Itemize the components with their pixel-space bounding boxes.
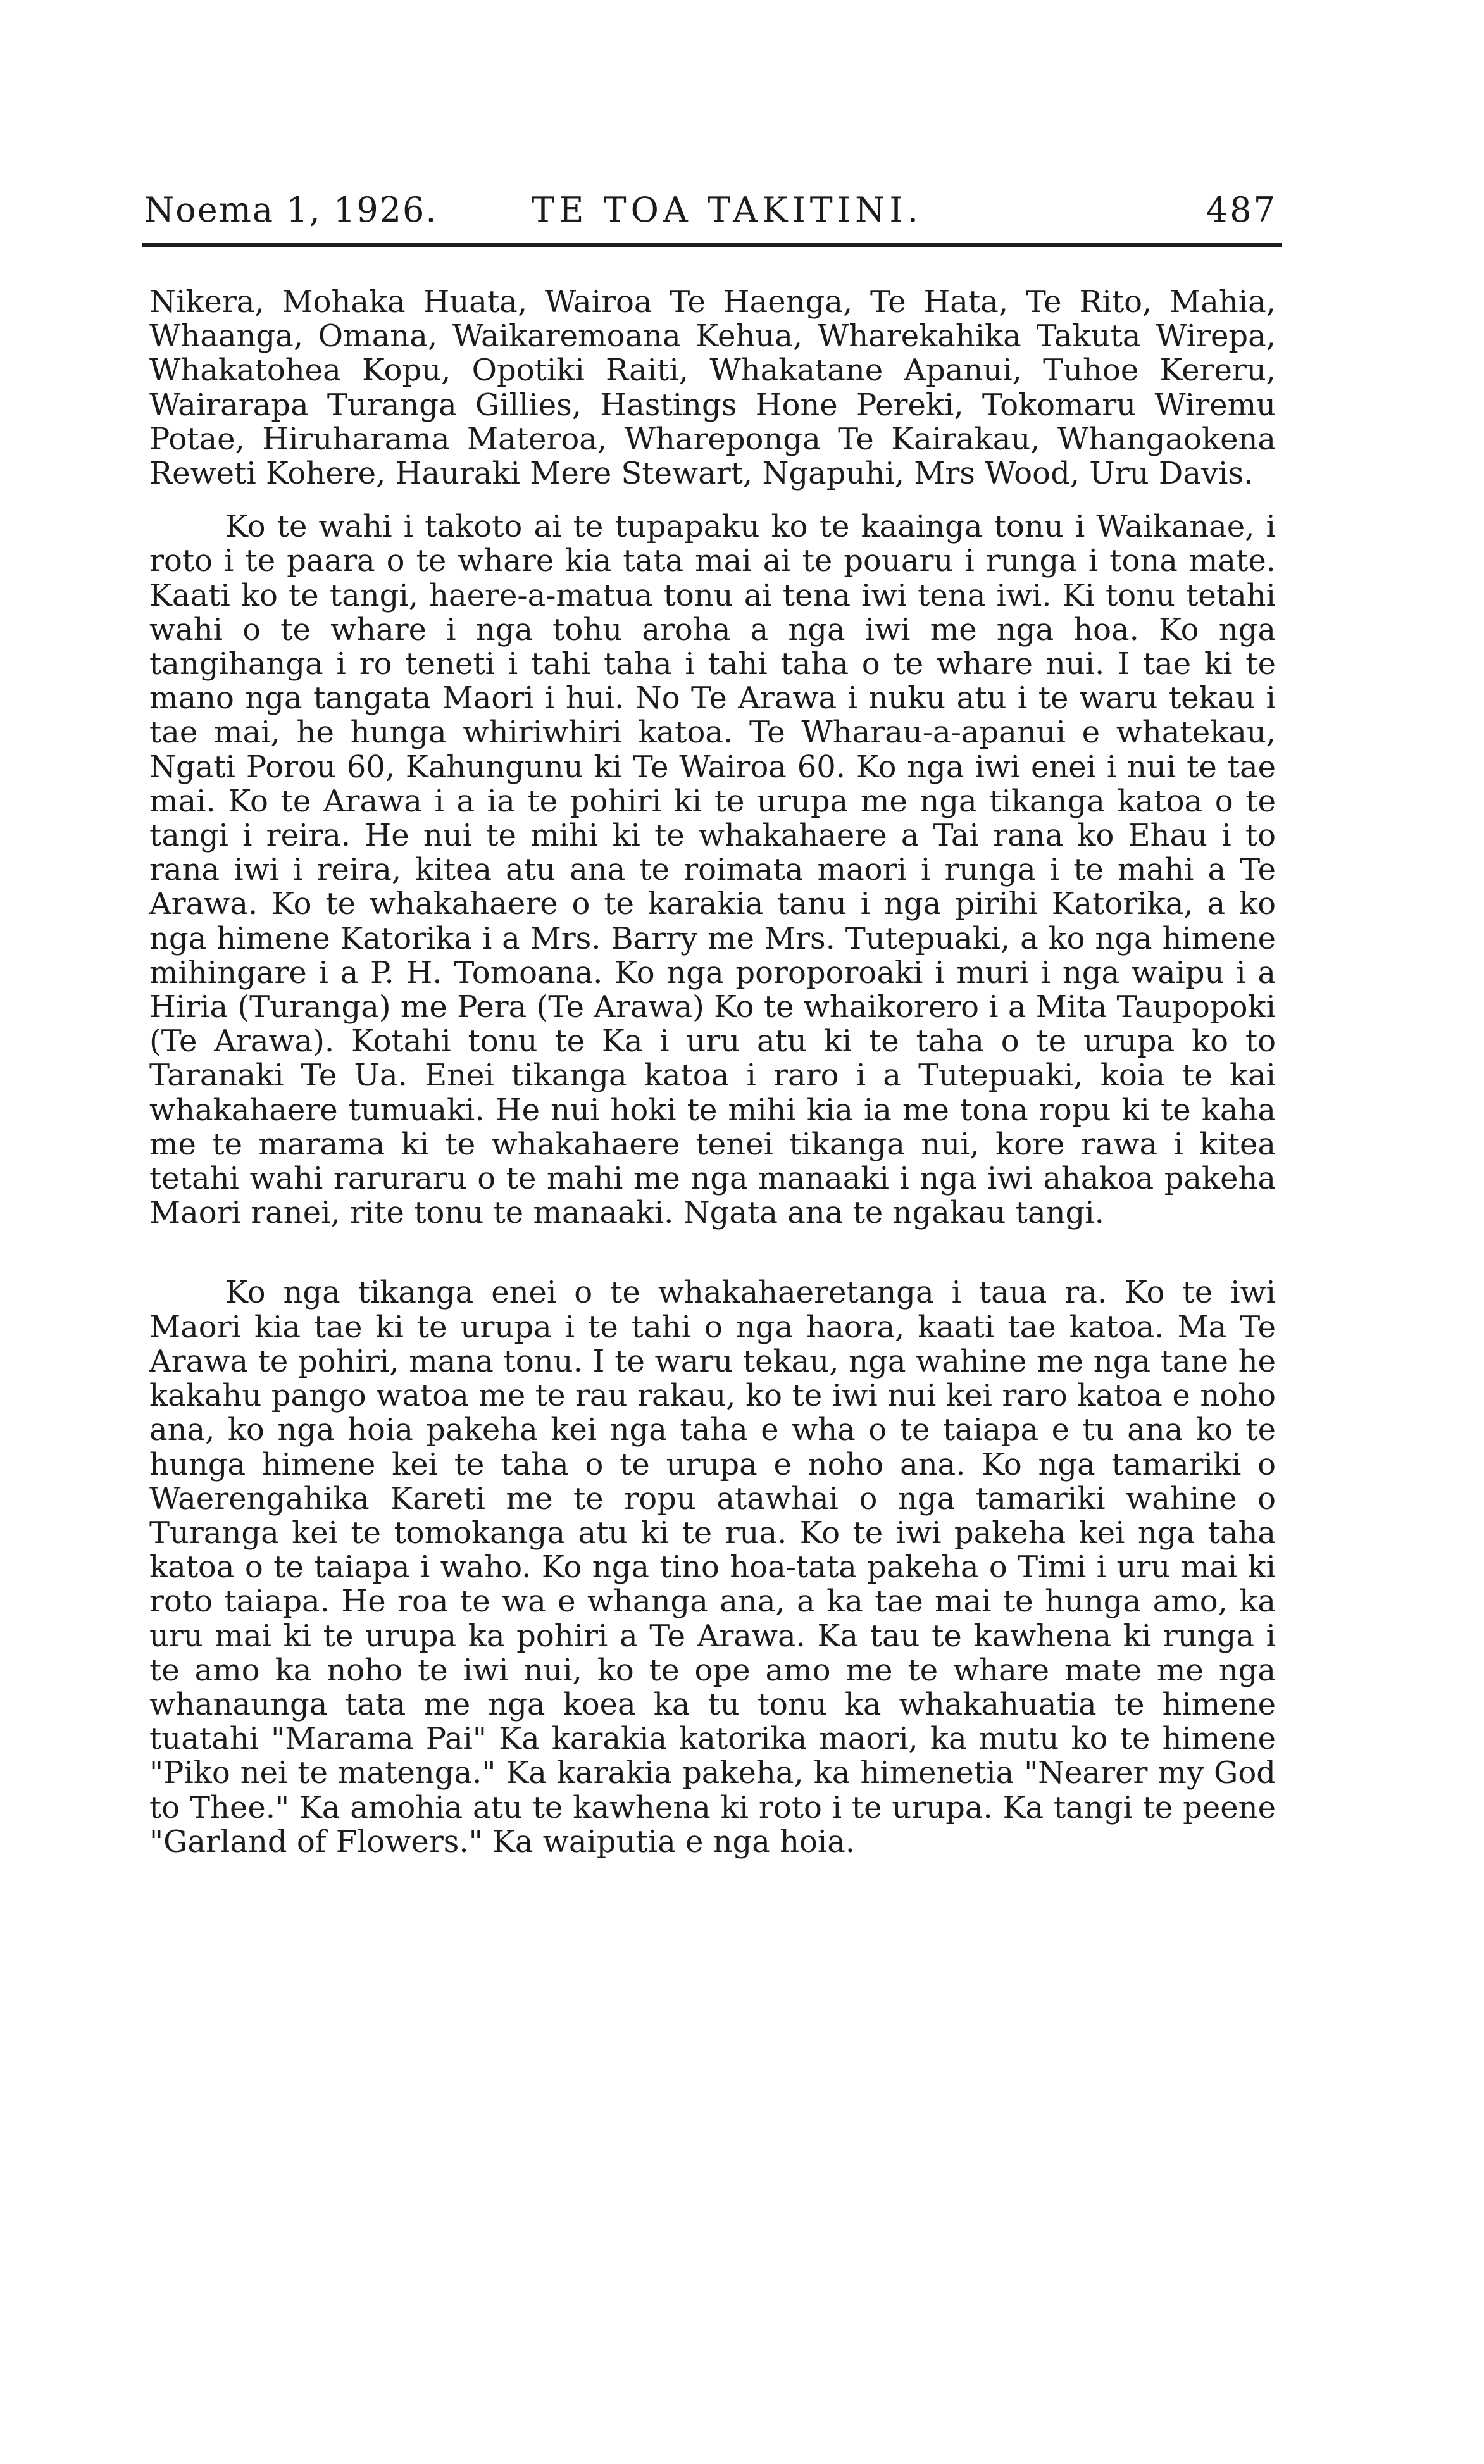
journal-title: TE TOA TAKITINI.	[532, 190, 923, 230]
paragraph-burial-place: Ko te wahi i takoto ai te tupapaku ko te kaainga tonu i Waikanae, i roto i te paara o te whare kia tata mai ai te pouaru i runga i tona mate. Kaati ko te tangi, haere-a-matua tonu ai tena iwi tena iwi. Ki tonu tetahi wahi o te whare i nga tohu aroha a nga iwi me nga hoa. Ko nga tangihanga i ro teneti i tahi taha i tahi taha o te whare nui. I tae ki te mano nga tangata Maori i hui. No Te Arawa i nuku atu i te waru tekau i tae mai, he hunga whiriwhiri katoa. Te Wharau-a-apanui e whatekau, Ngati Porou 60, Kahungunu ki Te Wairoa 60. Ko nga iwi enei i nui te tae mai. Ko te Arawa i a ia te pohiri ki te urupa me nga tikanga katoa o te tangi i reira. He nui te mihi ki te whakahaere a Tai rana ko Ehau i to rana iwi i reira, kitea atu ana te roimata maori i runga i te mahi a Te Arawa. Ko te whakahaere o te karakia tanu i nga pirihi Katorika, a ko nga himene Katorika i a Mrs. Barry me Mrs. Tutepuaki, a ko nga himene mihingare i a P. H. Tomoana. Ko nga poroporoaki i muri i nga waipu i a Hiria (Turanga) me Pera (Te Arawa) Ko te whaikorero i a Mita Taupopoki (Te Arawa). Kotahi tonu te Ka i uru atu ki te taha o te urupa ko to Taranaki Te Ua. Enei tikanga katoa i raro i a Tutepuaki, koia te kai whakahaere tumuaki. He nui hoki te mihi kia ia me tona ropu ki te kaha me te marama ki te whakahaere tenei tikanga nui, kore rawa i kitea tetahi wahi raruraru o te mahi me nga manaaki i nga iwi ahakoa pakeha Maori ranei, rite tonu te manaaki. Ngata ana te ngakau tangi.	[149, 509, 1276, 1231]
article-body	[149, 285, 1276, 1859]
paragraph-name-list: Nikera, Mohaka Huata, Wairoa Te Haenga, Te Hata, Te Rito, Mahia, Whaanga, Omana, Waikaremoana Kehua, Wharekahika Takuta Wirepa, Whakatohea Kopu, Opotiki Raiti, Whakatane Apanui, Tuhoe Kereru, Wairarapa Turanga Gillies, Hastings Hone Pereki, Tokomaru Wiremu Potae, Hiruharama Materoa, Whareponga Te Kairakau, Whangaokena Reweti Kohere, Hauraki Mere Stewart, Ngapuhi, Mrs Wood, Uru Davis.	[149, 284, 1276, 492]
header-rule	[142, 243, 1282, 247]
running-header	[144, 190, 1277, 241]
page-number: 487	[1206, 190, 1277, 230]
paragraph-ceremony: Ko nga tikanga enei o te whakahaeretanga i taua ra. Ko te iwi Maori kia tae ki te urupa i te tahi o nga haora, kaati tae katoa. Ma Te Arawa te pohiri, mana tonu. I te waru tekau, nga wahine me nga tane he kakahu pango watoa me te rau rakau, ko te iwi nui kei raro katoa e noho ana, ko nga hoia pakeha kei nga taha e wha o te taiapa e tu ana ko te hunga himene kei te taha o te urupa e noho ana. Ko nga tamariki o Waerengahika Kareti me te ropu atawhai o nga tamariki wahine o Turanga kei te tomokanga atu ki te rua. Ko te iwi pakeha kei nga taha katoa o te taiapa i waho. Ko nga tino hoa-tata pakeha o Timi i uru mai ki roto taiapa. He roa te wa e whanga ana, a ka tae mai te hunga amo, ka uru mai ki te urupa ka pohiri a Te Arawa. Ka tau te kawhena ki runga i te amo ka noho te iwi nui, ko te ope amo me te whare mate me nga whanaunga tata me nga koea ka tu tonu ka whakahuatia te himene tuatahi "Marama Pai" Ka karakia katorika maori, ka mutu ko te himene "Piko nei te matenga." Ka karakia pakeha, ka himenetia "Nearer my God to Thee." Ka amohia atu te kawhena ki roto i te urupa. Ka tangi te peene "Garland of Flowers." Ka waiputia e nga hoia.	[149, 1275, 1276, 1860]
issue-date: Noema 1, 1926.	[144, 190, 438, 230]
